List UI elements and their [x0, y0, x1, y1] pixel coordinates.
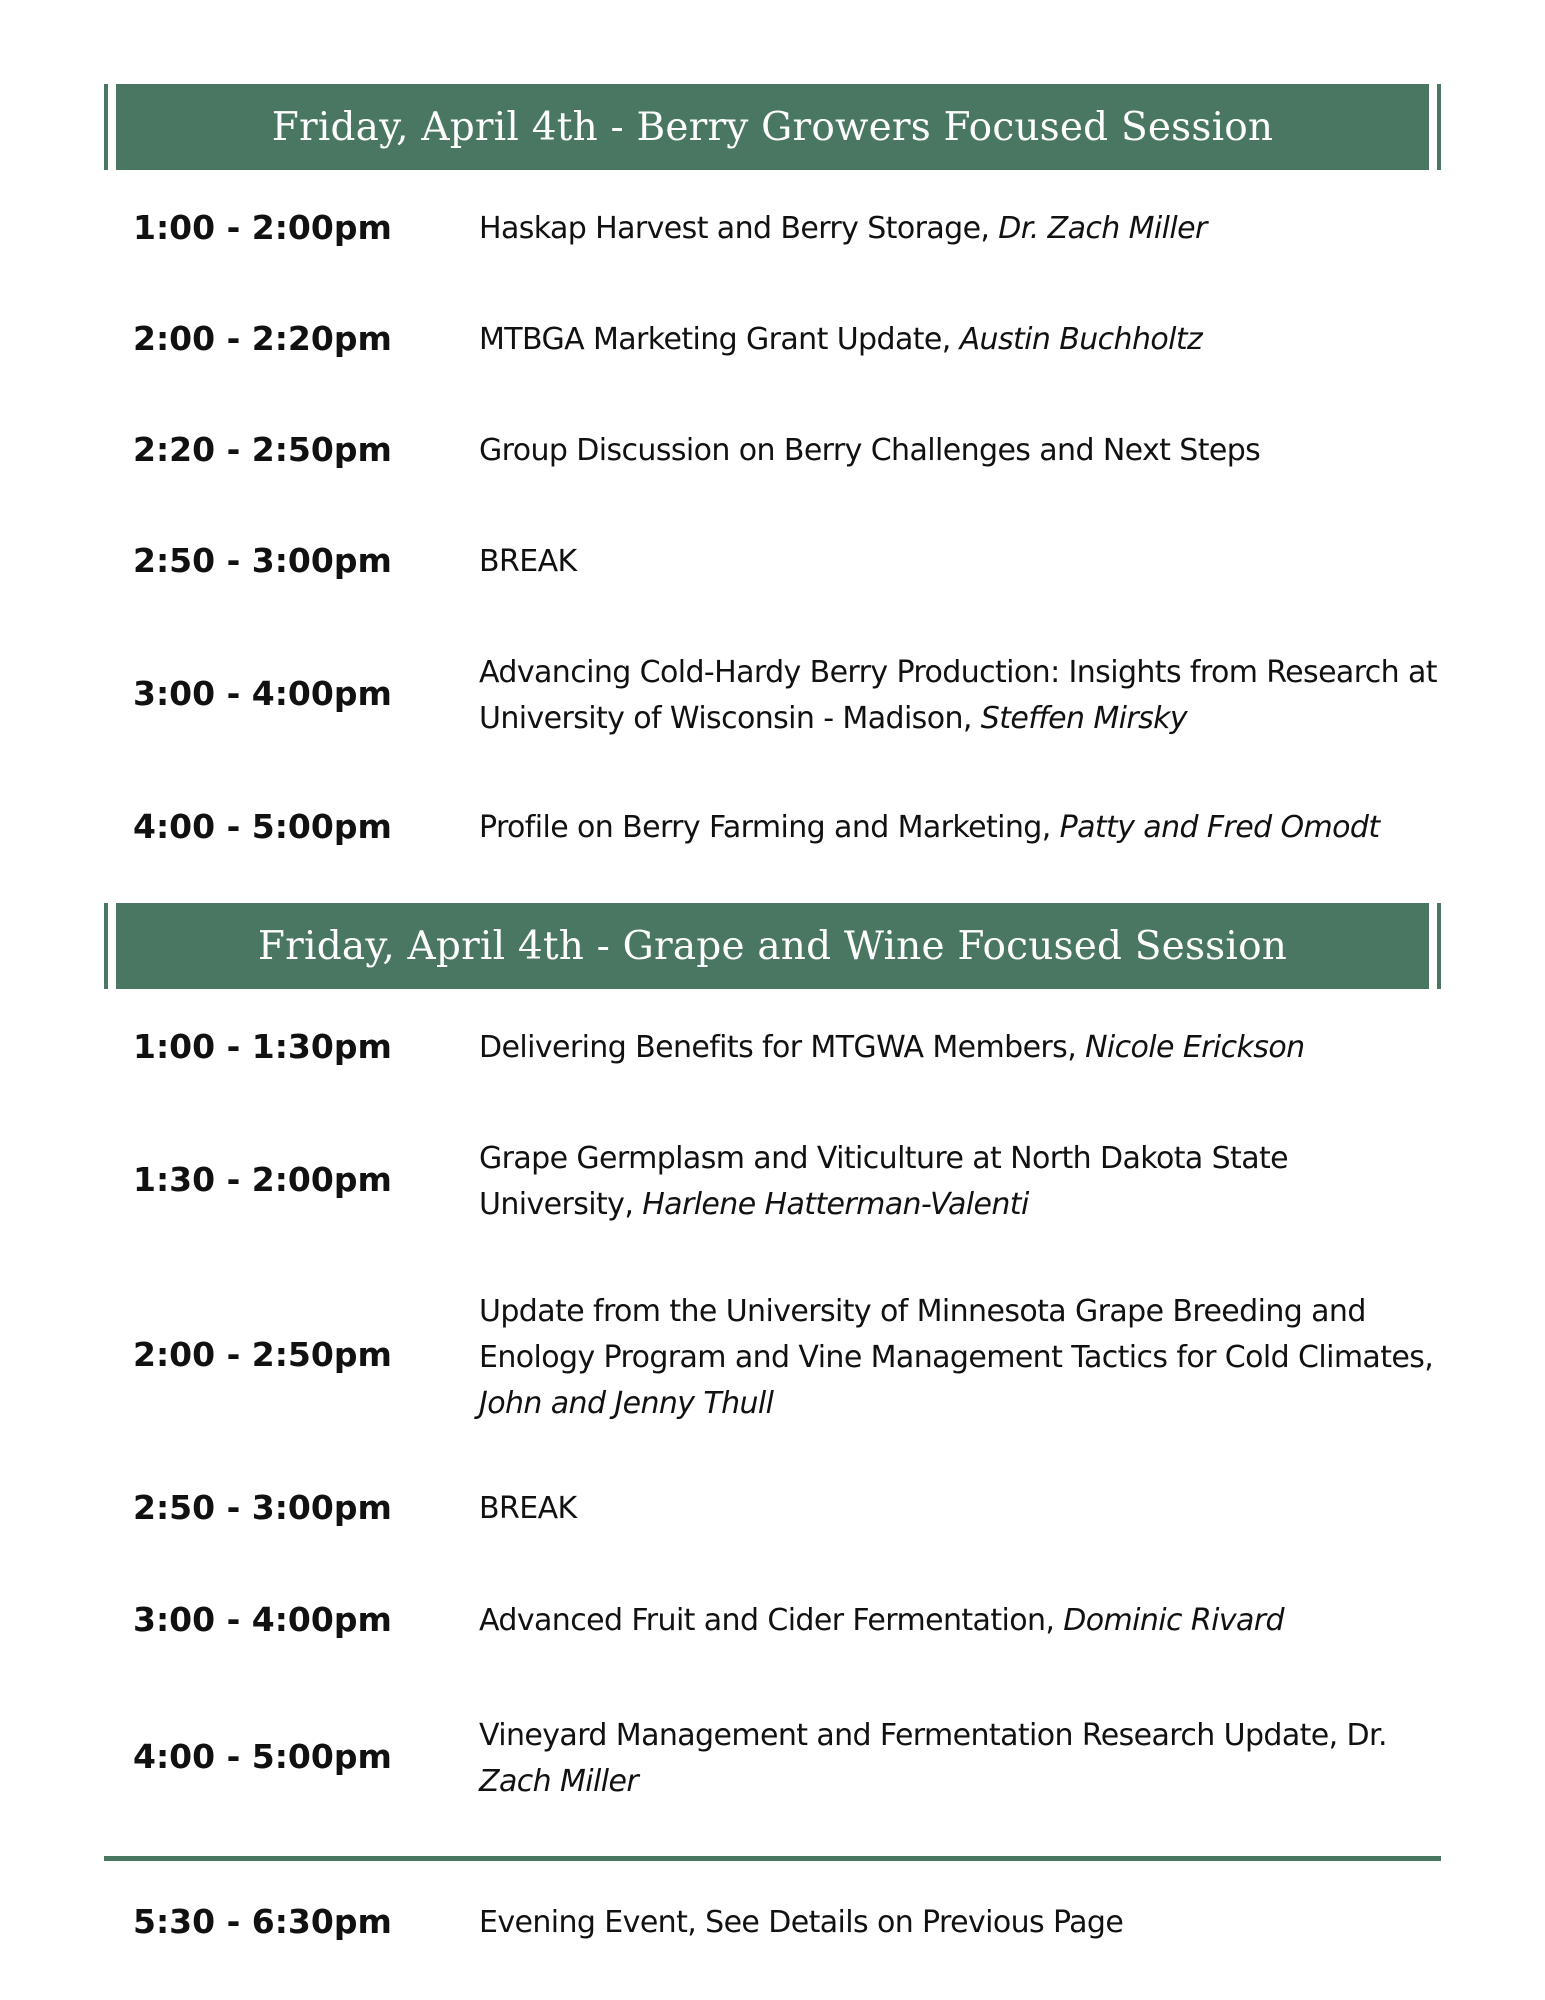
talk-title: BREAK [479, 544, 577, 579]
banner-right-edge [1437, 903, 1441, 989]
time-slot: 5:30 - 6:30pm [133, 1902, 392, 1941]
schedule-row [133, 539, 1433, 589]
time-slot: 1:00 - 1:30pm [133, 1027, 392, 1066]
session-title: Friday, April 4th - Grape and Wine Focused Session [257, 923, 1288, 969]
talk-description [479, 1900, 1437, 1946]
schedule-row [133, 1713, 1433, 1808]
schedule-row [133, 428, 1433, 478]
talk-description [479, 317, 1437, 363]
time-slot: 1:30 - 2:00pm [133, 1160, 392, 1199]
banner-left-edge [104, 903, 108, 989]
session-header-grape [104, 903, 1441, 989]
time-slot: 2:50 - 3:00pm [133, 1488, 392, 1527]
time-slot: 3:00 - 4:00pm [133, 1600, 392, 1639]
talk-title: Delivering Benefits for MTGWA Members [479, 1030, 1068, 1065]
time-slot: 2:00 - 2:50pm [133, 1335, 392, 1374]
banner-right-edge [1437, 84, 1441, 170]
speaker-separator: , [624, 1187, 643, 1222]
talk-description [479, 650, 1437, 742]
speaker-separator: , [941, 322, 960, 357]
time-slot: 2:50 - 3:00pm [133, 541, 392, 580]
speaker-separator: , [962, 701, 981, 736]
talk-description [479, 1136, 1437, 1228]
talk-title: Vineyard Management and Fermentation Research Update, Dr. [479, 1718, 1387, 1753]
session-header-berry [104, 84, 1441, 170]
talk-description [479, 1289, 1437, 1427]
speaker-separator: , [1041, 810, 1060, 845]
speaker-name: Nicole Erickson [1085, 1030, 1305, 1065]
speaker-name: Austin Buchholtz [959, 322, 1203, 357]
talk-title: Advanced Fruit and Cider Fermentation [479, 1603, 1046, 1638]
evening-event-row [133, 1900, 1433, 1950]
banner-fill [116, 903, 1429, 989]
schedule-row [133, 1289, 1433, 1429]
schedule-row [133, 650, 1437, 745]
speaker-name: John and Jenny Thull [479, 1386, 774, 1421]
speaker-separator: , [1424, 1340, 1434, 1375]
speaker-separator: , [1067, 1030, 1086, 1065]
talk-title: BREAK [479, 1491, 577, 1526]
talk-description [479, 206, 1437, 252]
talk-title: MTBGA Marketing Grant Update [479, 322, 942, 357]
speaker-name: Zach Miller [479, 1764, 639, 1799]
speaker-name: Dominic Rivard [1063, 1603, 1284, 1638]
speaker-name: Patty and Fred Omodt [1059, 810, 1380, 845]
schedule-row [133, 805, 1433, 855]
session-title: Friday, April 4th - Berry Growers Focused Session [271, 104, 1274, 150]
talk-title: Group Discussion on Berry Challenges and Next Steps [479, 433, 1261, 468]
talk-title: Advancing Cold-Hardy Berry Production: Insights from Research at University of Wisconsin - Madison [479, 655, 1437, 736]
talk-description [479, 1486, 1437, 1532]
banner-left-edge [104, 84, 108, 170]
speaker-separator: , [1045, 1603, 1064, 1638]
talk-title: Evening Event, See Details on Previous Page [479, 1905, 1124, 1940]
talk-description [479, 428, 1437, 474]
speaker-separator: , [980, 211, 999, 246]
time-slot: 2:20 - 2:50pm [133, 430, 392, 469]
talk-title: Haskap Harvest and Berry Storage [479, 211, 981, 246]
section-divider [104, 1856, 1441, 1861]
talk-description [479, 1598, 1437, 1644]
speaker-name: Dr. Zach Miller [998, 211, 1207, 246]
schedule-row [133, 1025, 1433, 1075]
talk-description [479, 1713, 1437, 1805]
talk-title: Profile on Berry Farming and Marketing [479, 810, 1042, 845]
talk-title: Grape Germplasm and Viticulture at North Dakota State University [479, 1141, 1289, 1222]
time-slot: 4:00 - 5:00pm [133, 1737, 392, 1776]
schedule-row [133, 1598, 1433, 1648]
time-slot: 2:00 - 2:20pm [133, 319, 392, 358]
time-slot: 4:00 - 5:00pm [133, 807, 392, 846]
schedule-row [133, 1136, 1433, 1231]
schedule-row [133, 317, 1433, 367]
schedule-row [133, 206, 1433, 256]
talk-title: Update from the University of Minnesota Grape Breeding and Enology Program and Vine Management Tactics for Cold Climates [479, 1294, 1425, 1375]
talk-description [479, 1025, 1437, 1071]
talk-description [479, 805, 1437, 851]
time-slot: 1:00 - 2:00pm [133, 208, 392, 247]
speaker-name: Harlene Hatterman-Valenti [642, 1187, 1029, 1222]
speaker-name: Steffen Mirsky [980, 701, 1188, 736]
time-slot: 3:00 - 4:00pm [133, 674, 392, 713]
banner-fill [116, 84, 1429, 170]
schedule-row [133, 1486, 1433, 1536]
talk-description [479, 539, 1437, 585]
